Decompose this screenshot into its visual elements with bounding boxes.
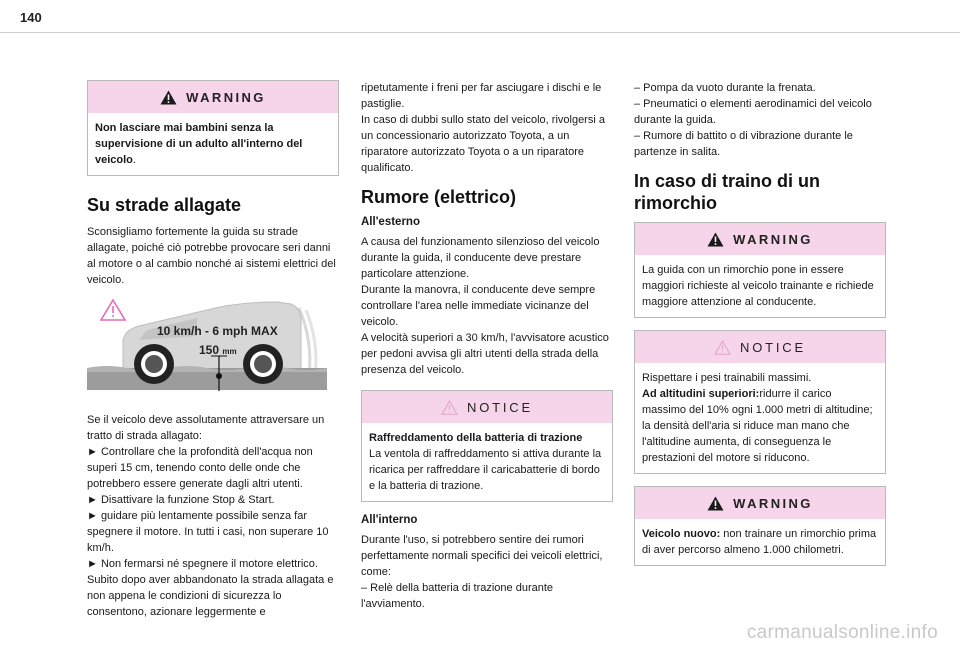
instruction-line: ► Controllare che la profondità dell'acqua non superi 15 cm, tenendo conto delle onde che potrebbero essere generate dagli altri utenti.	[87, 446, 313, 490]
instruction-line: ► guidare più lentamente possibile senza far spegnere il motore. In tutti i casi, non superare 10 km/h.	[87, 510, 329, 554]
depth-value: 150	[199, 343, 220, 357]
subheading-exterior: All'esterno	[361, 216, 420, 228]
flooded-road-illustration	[87, 296, 339, 404]
page-number: 140	[20, 10, 42, 25]
column-1	[87, 80, 339, 620]
notice-body	[362, 423, 612, 501]
notice-text: La ventola di raffreddamento si attiva durante la ricarica per raffreddare il caricabatterie di bordo e la batteria di trazione.	[369, 448, 602, 492]
instruction-line: ► Disattivare la funzione Stop & Start.	[87, 494, 275, 506]
notice-header	[635, 331, 885, 363]
notice-icon	[714, 340, 731, 355]
depth-unit: mm	[222, 347, 237, 356]
warning-box-new-vehicle	[634, 486, 886, 566]
section-heading-towing: In caso di traino di un rimorchio	[634, 171, 821, 213]
notice-text-2: ridurre il carico massimo del 10% ogni 1.000 metri di altitudine; la densità dell'aria si riduce man mano che l'altitudine aumenta, di conseguenza le prestazioni del motore si riducono.	[642, 388, 873, 464]
warning-title: WARNING	[186, 89, 266, 105]
warning-end: .	[132, 154, 136, 166]
exterior-text	[361, 234, 613, 378]
column-3	[634, 80, 886, 578]
warning-box-towing	[634, 222, 886, 318]
text-line: A causa del funzionamento silenzioso del veicolo durante la guida, il conducente deve prestare particolare attenzione.	[361, 236, 600, 280]
text-line: Durante l'uso, si potrebbero sentire dei rumori perfettamente normali specifici dei veicoli elettrici, come:	[361, 534, 603, 578]
warning-text: non trainare un rimorchio prima di aver percorso almeno 1.000 chilometri.	[642, 528, 877, 556]
notice-bold: Ad altitudini superiori:	[642, 388, 760, 400]
text-line: A velocità superiori a 30 km/h, l'avvisatore acustico per pedoni avvisa gli altri utenti della strada della presenza del veicolo.	[361, 332, 609, 376]
warning-body: La guida con un rimorchio pone in essere maggiori richieste al veicolo trainante e richiede maggiore attenzione al conducente.	[642, 264, 874, 308]
warning-bold-text: Non lasciare mai bambini senza la supervisione di un adulto all'interno del veicolo	[95, 122, 303, 166]
warning-title: WARNING	[733, 495, 813, 511]
notice-bold: Raffreddamento della batteria di trazione	[369, 432, 583, 444]
notice-title: NOTICE	[467, 399, 533, 415]
noise-list	[634, 80, 886, 160]
watermark: carmanualsonline.info	[746, 622, 938, 643]
speed-limit-label: 10 km/h - 6 mph MAX	[157, 324, 278, 338]
instruction-line: Se il veicolo deve assolutamente attraversare un tratto di strada allagato:	[87, 414, 325, 442]
column-2	[361, 80, 613, 612]
list-item: – Rumore di battito o di vibrazione durante le partenze in salita.	[634, 130, 853, 158]
text-line: ripetutamente i freni per far asciugare i dischi e le pastiglie.	[361, 82, 602, 110]
notice-body	[635, 363, 885, 473]
instruction-line: ► Non fermarsi né spegnere il motore elettrico. Subito dopo aver abbandonato la strada allagata e non appena le condizioni di sicurezza lo consentono, azionare leggermente e	[87, 558, 334, 618]
warning-header	[88, 81, 338, 113]
text-line: – Relè della batteria di trazione durante l'avviamento.	[361, 582, 554, 610]
list-item: – Pompa da vuoto durante la frenata.	[634, 82, 816, 94]
flooded-instructions	[87, 412, 339, 620]
list-item: – Pneumatici o elementi aerodinamici del veicolo durante la guida.	[634, 98, 872, 126]
section-heading-flooded-roads: Su strade allagate	[87, 195, 242, 215]
warning-body	[88, 113, 338, 175]
interior-text	[361, 532, 613, 612]
text-line: Durante la manovra, il conducente deve sempre controllare l'area nelle immediate vicinanze del veicolo.	[361, 284, 596, 328]
warning-title: WARNING	[733, 231, 813, 247]
warning-bold: Veicolo nuovo:	[642, 528, 721, 540]
notice-text: Rispettare i pesi trainabili massimi.	[642, 372, 812, 384]
subheading-interior: All'interno	[361, 514, 418, 526]
warning-icon	[707, 232, 724, 247]
warning-body	[635, 519, 885, 565]
notice-box-weights	[634, 330, 886, 474]
warning-icon	[707, 496, 724, 511]
flooded-intro: Sconsigliamo fortemente la guida su strade allagate, poiché ciò potrebbe provocare seri danni al motore o al cambio nonché ai sistemi elettrici del veicolo.	[87, 226, 336, 286]
notice-box-battery	[361, 390, 613, 502]
warning-header	[635, 487, 885, 519]
notice-title: NOTICE	[740, 339, 806, 355]
depth-label	[199, 343, 237, 357]
section-heading-noise: Rumore (elettrico)	[361, 187, 517, 207]
notice-icon	[441, 400, 458, 415]
warning-header	[635, 223, 885, 255]
warning-icon	[160, 90, 177, 105]
continued-text	[361, 80, 613, 176]
text-line: In caso di dubbi sullo stato del veicolo, rivolgersi a un concessionario autorizzato Toyota, a un riparatore autorizzato Toyota o a un riparatore qualificato.	[361, 114, 605, 174]
notice-header	[362, 391, 612, 423]
warning-box-children	[87, 80, 339, 176]
header-divider	[0, 32, 960, 33]
